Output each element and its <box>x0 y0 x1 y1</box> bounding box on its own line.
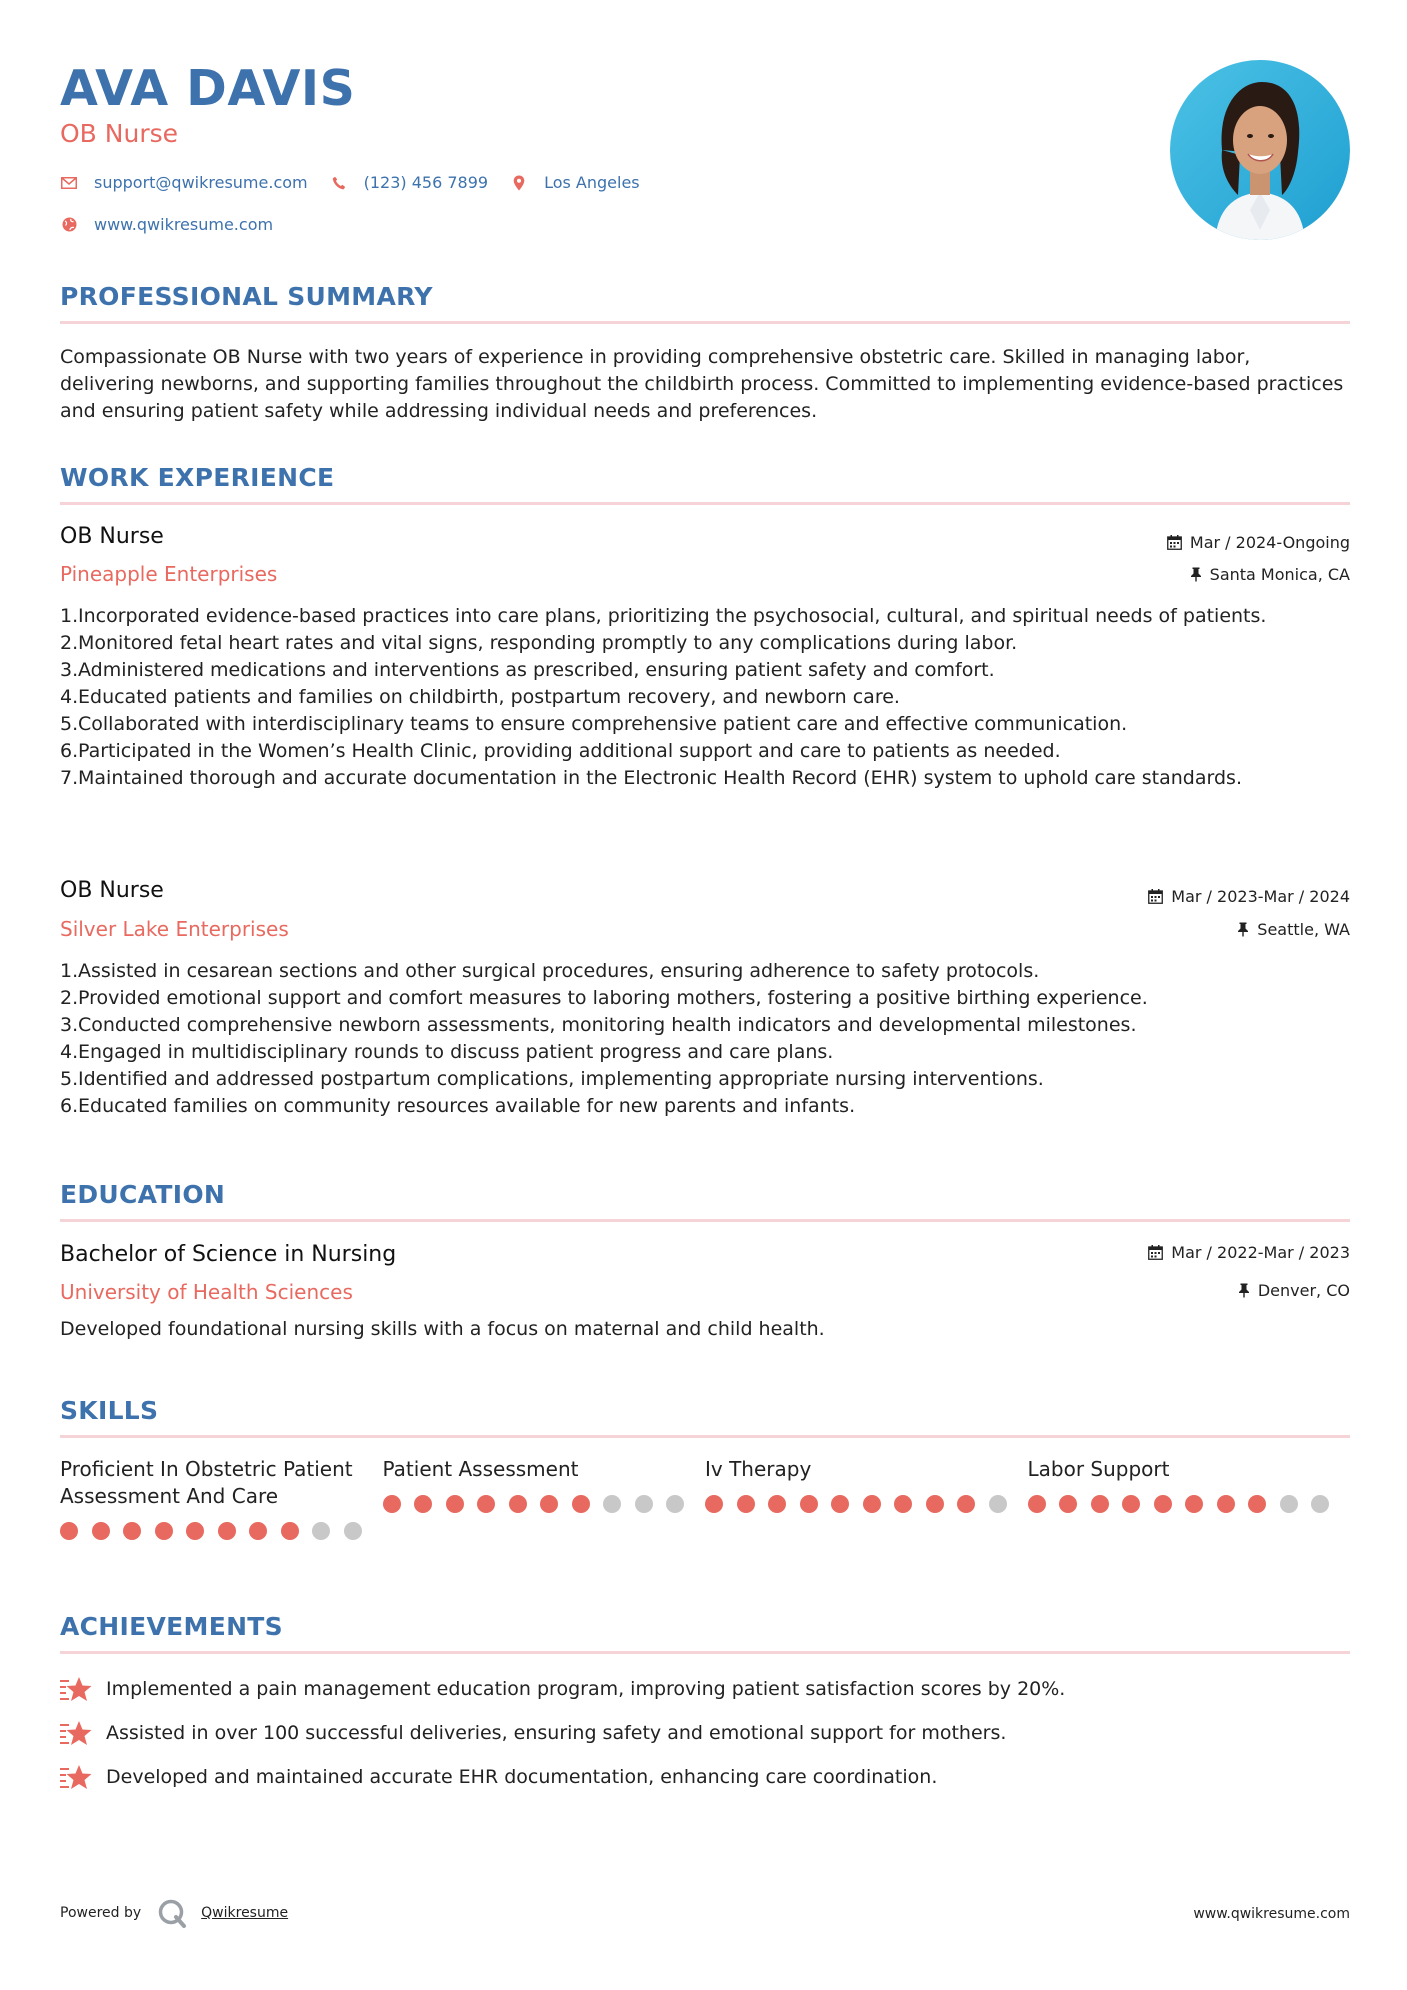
footer-powered-by <box>60 1898 288 1928</box>
job-location-text: Seattle, WA <box>1257 920 1350 939</box>
job-bullets <box>60 958 1350 1120</box>
website-text[interactable]: www.qwikresume.com <box>94 215 274 234</box>
summary-text: Compassionate OB Nurse with two years of experience in providing comprehensive obstetric care. Skilled in managing labor, delivering newborns, and supporting families throughout the childbirth process. Committed to implementing evidence-based practices and ensuring patient safety while addressing individual needs and preferences. <box>60 346 1344 422</box>
star-icon <box>60 1719 92 1747</box>
achievement-item <box>60 1719 1006 1747</box>
email-text[interactable]: support@qwikresume.com <box>94 173 308 192</box>
list-item: 5. Collaborated with interdisciplinary teams to ensure comprehensive patient care and effective communication. <box>60 713 1128 735</box>
rating-dot-filled <box>509 1495 527 1513</box>
list-item: 1. Incorporated evidence-based practices into care plans, prioritizing the psychosocial, cultural, and spiritual needs of patients. <box>60 605 1267 627</box>
email-icon <box>60 174 78 192</box>
rating-dot-filled <box>800 1495 818 1513</box>
education-description: Developed foundational nursing skills with a focus on maternal and child health. <box>60 1318 825 1340</box>
job-title: OB Nurse <box>60 524 164 549</box>
list-item: 3. Administered medications and interventions as prescribed, ensuring patient safety and comfort. <box>60 659 995 681</box>
skill-item <box>705 1456 1028 1540</box>
rating-dot-empty <box>989 1495 1007 1513</box>
rating-dot-filled <box>1059 1495 1077 1513</box>
achievement-text: Assisted in over 100 successful deliveries, ensuring safety and emotional support for mothers. <box>106 1722 1007 1744</box>
experience-heading: WORK EXPERIENCE <box>60 463 335 492</box>
skill-item <box>1028 1456 1351 1540</box>
section-divider <box>60 502 1350 505</box>
powered-by-label: Powered by <box>60 1905 142 1921</box>
rating-dot-filled <box>92 1522 110 1540</box>
rating-dot-empty <box>603 1495 621 1513</box>
skills-grid <box>60 1456 1350 1540</box>
rating-dot-empty <box>635 1495 653 1513</box>
job-dates-text: Mar / 2024-Ongoing <box>1189 533 1350 552</box>
skill-name: Iv Therapy <box>705 1457 812 1481</box>
rating-dot-empty <box>666 1495 684 1513</box>
pushpin-icon <box>1237 922 1249 937</box>
education-dates-text: Mar / 2022-Mar / 2023 <box>1171 1243 1350 1262</box>
rating-dot-filled <box>863 1495 881 1513</box>
school-name: University of Health Sciences <box>60 1280 353 1304</box>
rating-dot-filled <box>1154 1495 1172 1513</box>
list-item: 6. Educated families on community resources available for new parents and infants. <box>60 1095 856 1117</box>
rating-dot-empty <box>312 1522 330 1540</box>
footer-url[interactable]: www.qwikresume.com <box>1193 1906 1350 1922</box>
rating-dot-filled <box>768 1495 786 1513</box>
rating-dot-filled <box>894 1495 912 1513</box>
list-item: 2. Provided emotional support and comfort measures to laboring mothers, fostering a positive birthing experience. <box>60 987 1148 1009</box>
candidate-name: AVA DAVIS <box>60 60 356 117</box>
skill-name: Labor Support <box>1027 1457 1170 1481</box>
skill-item <box>60 1456 383 1540</box>
rating-dot-filled <box>123 1522 141 1540</box>
contact-email[interactable] <box>60 173 308 192</box>
education-dates <box>1148 1243 1350 1262</box>
qwikresume-logo-icon <box>157 1898 187 1928</box>
achievements-heading: ACHIEVEMENTS <box>60 1612 283 1641</box>
job-dates <box>1148 887 1350 906</box>
rating-dot-filled <box>957 1495 975 1513</box>
section-divider <box>60 1651 1350 1654</box>
rating-dot-filled <box>926 1495 944 1513</box>
rating-dot-empty <box>1280 1495 1298 1513</box>
rating-dot-filled <box>218 1522 236 1540</box>
job-location <box>1237 920 1350 939</box>
rating-dot-filled <box>477 1495 495 1513</box>
contact-location <box>510 173 640 192</box>
profile-photo <box>1170 60 1350 240</box>
job-location-text: Santa Monica, CA <box>1209 565 1350 584</box>
list-item: 6. Participated in the Women’s Health Clinic, providing additional support and care to patients as needed. <box>60 740 1061 762</box>
job-title: OB Nurse <box>60 878 164 903</box>
achievement-text: Implemented a pain management education program, improving patient satisfaction scores by 20%. <box>106 1678 1066 1700</box>
skill-item <box>383 1456 706 1540</box>
list-item: 4. Educated patients and families on childbirth, postpartum recovery, and newborn care. <box>60 686 900 708</box>
summary-heading: PROFESSIONAL SUMMARY <box>60 282 433 311</box>
rating-dot-filled <box>155 1522 173 1540</box>
contact-website[interactable] <box>60 215 273 234</box>
section-divider <box>60 1219 1350 1222</box>
education-location <box>1238 1281 1350 1300</box>
rating-dot-filled <box>1248 1495 1266 1513</box>
skill-name: Patient Assessment <box>382 1457 579 1481</box>
candidate-role: OB Nurse <box>60 119 179 148</box>
skills-heading: SKILLS <box>60 1396 159 1425</box>
rating-dot-filled <box>540 1495 558 1513</box>
job-bullets <box>60 603 1350 792</box>
rating-dot-filled <box>1185 1495 1203 1513</box>
skill-rating <box>1028 1495 1351 1513</box>
location-pin-icon <box>510 174 528 192</box>
list-item: 3. Conducted comprehensive newborn assessments, monitoring health indicators and developmental milestones. <box>60 1014 1137 1036</box>
list-item: 1. Assisted in cesarean sections and other surgical procedures, ensuring adherence to safety protocols. <box>60 960 1040 982</box>
rating-dot-filled <box>414 1495 432 1513</box>
phone-icon <box>330 174 348 192</box>
skill-rating <box>705 1495 1028 1513</box>
contact-row-website <box>60 215 295 234</box>
rating-dot-filled <box>831 1495 849 1513</box>
section-divider <box>60 321 1350 324</box>
rating-dot-filled <box>249 1522 267 1540</box>
rating-dot-filled <box>60 1522 78 1540</box>
rating-dot-filled <box>1217 1495 1235 1513</box>
rating-dot-empty <box>344 1522 362 1540</box>
list-item: 2. Monitored fetal heart rates and vital signs, responding promptly to any complications during labor. <box>60 632 1018 654</box>
rating-dot-filled <box>705 1495 723 1513</box>
star-icon <box>60 1763 92 1791</box>
pushpin-icon <box>1238 1283 1250 1298</box>
rating-dot-filled <box>281 1522 299 1540</box>
globe-icon <box>60 216 78 234</box>
achievement-item <box>60 1675 1065 1703</box>
list-item: 5. Identified and addressed postpartum complications, implementing appropriate nursing interventions. <box>60 1068 1044 1090</box>
rating-dot-filled <box>383 1495 401 1513</box>
job-location <box>1190 565 1350 584</box>
skill-rating <box>383 1495 706 1513</box>
company-name: Silver Lake Enterprises <box>60 917 289 941</box>
list-item: 7. Maintained thorough and accurate documentation in the Electronic Health Record (EHR) system to uphold care standards. <box>60 767 1242 789</box>
education-location-text: Denver, CO <box>1257 1281 1350 1300</box>
education-heading: EDUCATION <box>60 1180 226 1209</box>
skill-name: Proficient In Obstetric Patient Assessment And Care <box>60 1457 353 1508</box>
list-item: 4. Engaged in multidisciplinary rounds to discuss patient progress and care plans. <box>60 1041 834 1063</box>
rating-dot-filled <box>572 1495 590 1513</box>
resume-page <box>60 0 1350 1990</box>
calendar-icon <box>1167 535 1182 550</box>
qwikresume-link[interactable]: Qwikresume <box>201 1905 289 1921</box>
rating-dot-filled <box>186 1522 204 1540</box>
achievement-text: Developed and maintained accurate EHR documentation, enhancing care coordination. <box>106 1766 938 1788</box>
section-divider <box>60 1435 1350 1438</box>
contact-phone[interactable] <box>330 173 488 192</box>
rating-dot-filled <box>1028 1495 1046 1513</box>
job-dates <box>1167 533 1350 552</box>
degree-title: Bachelor of Science in Nursing <box>60 1242 397 1267</box>
calendar-icon <box>1148 889 1163 904</box>
achievement-item <box>60 1763 937 1791</box>
rating-dot-empty <box>1311 1495 1329 1513</box>
rating-dot-filled <box>1091 1495 1109 1513</box>
star-icon <box>60 1675 92 1703</box>
calendar-icon <box>1148 1245 1163 1260</box>
company-name: Pineapple Enterprises <box>60 562 278 586</box>
pushpin-icon <box>1190 567 1202 582</box>
job-dates-text: Mar / 2023-Mar / 2024 <box>1171 887 1350 906</box>
phone-text[interactable]: (123) 456 7899 <box>363 173 489 192</box>
location-text: Los Angeles <box>544 173 640 192</box>
rating-dot-filled <box>446 1495 464 1513</box>
rating-dot-filled <box>737 1495 755 1513</box>
contact-row <box>60 173 662 192</box>
skill-rating <box>60 1522 383 1540</box>
rating-dot-filled <box>1122 1495 1140 1513</box>
